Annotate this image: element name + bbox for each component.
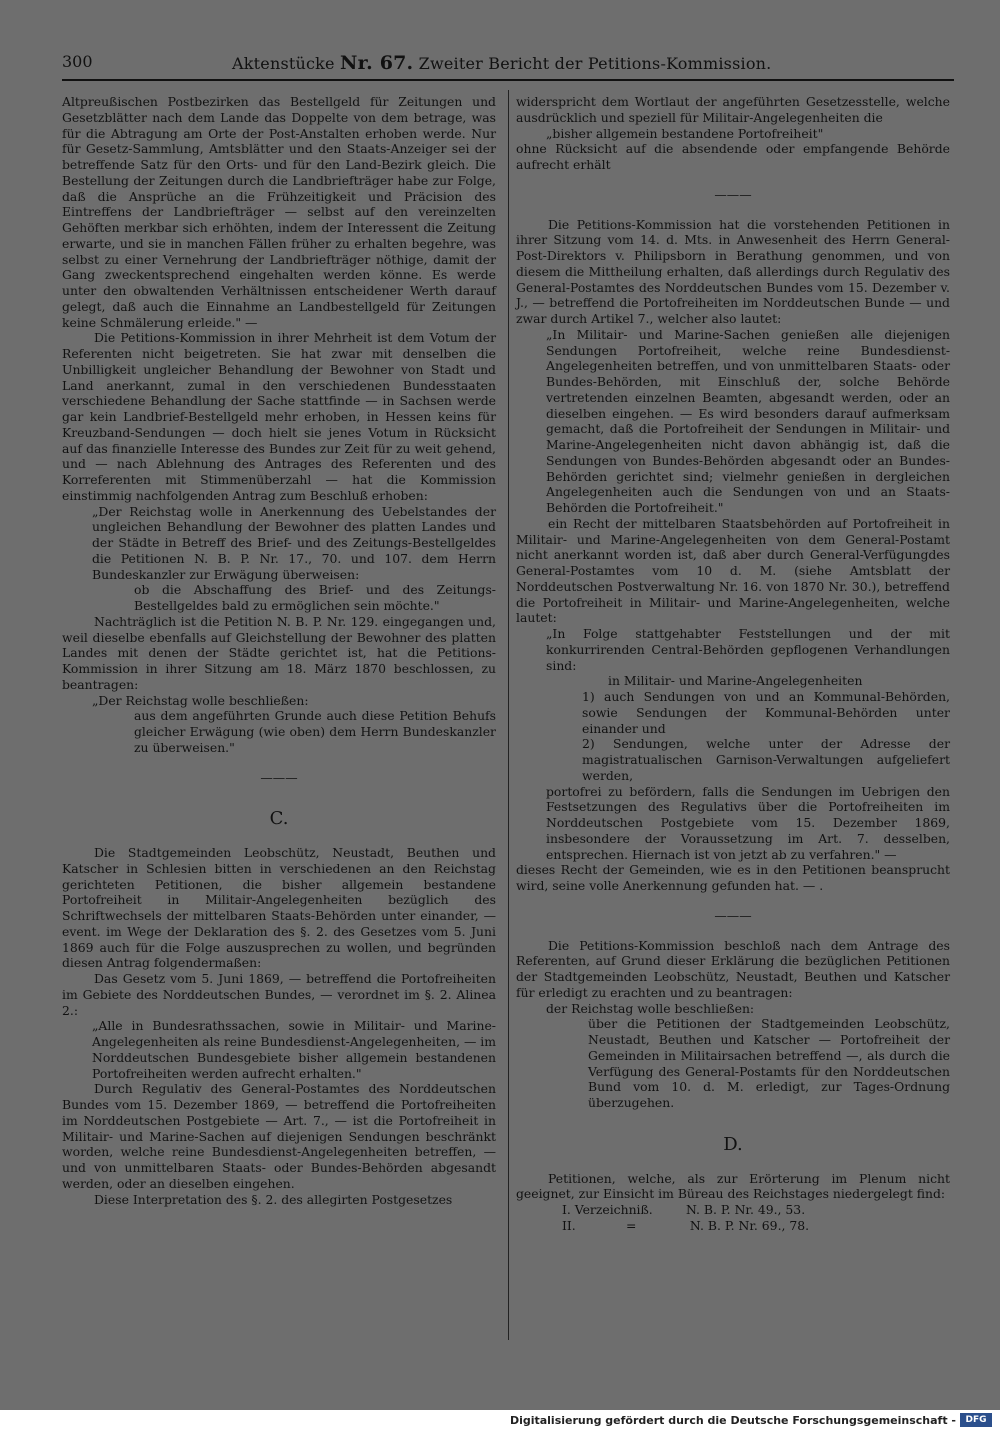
quote: in Militair- und Marine-Angelegenheiten <box>608 673 863 689</box>
list-label: II. <box>562 1217 576 1233</box>
paragraph: dieses Recht der Gemeinden, wie es in den Petitionen beansprucht wird, seine volle Anerkennung gefunden hat. — . <box>516 862 950 893</box>
paragraph: widerspricht dem Wortlaut der angeführten Gesetzesstelle, welche ausdrücklich und speziell für Militair-Angelegenheiten die <box>516 94 950 125</box>
list-value: N. B. P. Nr. 49., 53. <box>685 1202 806 1217</box>
quote: über die Petitionen der Stadtgemeinden Leobschütz, Neustadt, Beuthen und Katscher — Portofreiheit der Gemeinden in Militairsachen betreffend —, als durch die Verfügung des General-Postamts für den Norddeutschen Bund vom 10. d. M. erledigt, zur Tages-Ordnung überzugehen. <box>588 1016 950 1110</box>
paragraph: Die Petitions-Kommission hat die vorstehenden Petitionen in ihrer Sitzung vom 14. d. Mts. in Anwesenheit des Herrn General-Post-Direktors v. Philipsborn in Berathung genommen, und von diesem die Mittheilung erhalten, daß allerdings durch Regulativ des General-Postamtes des Norddeutschen Bundes vom 15. Dezember v. J., — betreffend die Portofreiheiten im Norddeutschen Bunde — und zwar durch Artikel 7., welcher also lautet: <box>516 216 950 326</box>
header-rule <box>62 79 954 81</box>
quote: portofrei zu befördern, falls die Sendungen im Uebrigen den Festsetzungen des Regulativs über die Portofreiheiten im Norddeutschen Postgebiete vom 15. Dezember 1869, insbesondere der Voraussetzung im Art. 7. desselben, entsprechen. Hiernach ist von jetzt ab zu verfahren." — <box>546 783 950 862</box>
quote: „Der Reichstag wolle in Anerkennung des Uebelstandes der ungleichen Behandlung der Bewohner des platten Landes und der Städte in Betreff des Brief- und des Zeitungs-Bestellgeldes die Petitionen N. B. P. Nr. 17., 70. und 107. dem Herrn Bundeskanzler zur Erwägung überweisen: <box>92 503 496 582</box>
dfg-logo: DFG <box>960 1413 992 1427</box>
quote: „In Folge stattgehabter Feststellungen und der mit konkurrirenden Central-Behörden gepflogenen Verhandlungen sind: <box>546 626 950 673</box>
separator: ——— <box>714 907 752 923</box>
paragraph: Das Gesetz vom 5. Juni 1869, — betreffend die Portofreiheiten im Gebiete des Norddeutschen Bundes, — verordnet im §. 2. Alinea 2.: <box>62 971 496 1018</box>
title-prefix: Aktenstücke <box>232 54 335 73</box>
section-heading-c: C. <box>269 808 289 830</box>
column-divider <box>508 90 509 1340</box>
separator: ——— <box>714 186 752 202</box>
running-title <box>232 52 771 74</box>
list-label: I. Verzeichniß. <box>562 1202 653 1217</box>
paragraph: Die Stadtgemeinden Leobschütz, Neustadt, Beuthen und Katscher in Schlesien bitten in verschiedenen an den Reichstag gerichteten Petitionen, die bisher allgemein bestandene Portofreiheit in Militair-Angelegenheiten bezüglich des Schriftwechsels der mittelbaren Staats-Behörden unter einander, — event. im Wege der Deklaration des §. 2. des Gesetzes vom 5. Juni 1869 auch für die Folge auszusprechen zu wollen, und begründen diesen Antrag folgendermaßen: <box>62 845 496 971</box>
separator: ——— <box>260 769 298 785</box>
quote: aus dem angeführten Grunde auch diese Petition Behufs gleicher Erwägung (wie oben) dem Herrn Bundeskanzler zu überweisen." <box>134 708 496 755</box>
ditto-mark: = <box>625 1217 637 1233</box>
right-column <box>516 94 950 1234</box>
list-item: 1) auch Sendungen von und an Kommunal-Behörden, sowie Sendungen der Kommunal-Behörden unter einander und <box>582 689 950 736</box>
page-number: 300 <box>62 52 93 71</box>
list-value: N. B. P. Nr. 69., 78. <box>689 1217 810 1233</box>
quote: „Der Reichstag wolle beschließen: <box>92 692 309 708</box>
quote: „Alle in Bundesrathssachen, sowie in Militair- und Marine-Angelegenheiten als reine Bundesdienst-Angelegenheiten, — im Norddeutschen Bundesgebiete bisher allgemein bestandenen Portofreiheiten werden aufrecht erhalten." <box>92 1018 496 1081</box>
paragraph: Nachträglich ist die Petition N. B. P. Nr. 129. eingegangen und, weil dieselbe ebenfalls auf Gleichstellung der Bewohner des platten Landes mit denen der Städte gerichtet ist, hat die Petitions-Kommission in ihrer Sitzung am 18. März 1870 beschlossen, zu beantragen: <box>62 613 496 692</box>
paragraph: ohne Rücksicht auf die absendende oder empfangende Behörde aufrecht erhält <box>516 141 950 172</box>
section-heading-d: D. <box>723 1133 743 1155</box>
title-suffix: Zweiter Bericht der Petitions-Kommission. <box>418 54 772 73</box>
list-item <box>516 1218 950 1234</box>
paragraph: Diese Interpretation des §. 2. des allegirten Postgesetzes <box>94 1191 453 1207</box>
list-item <box>516 1202 950 1218</box>
page-header <box>62 50 952 76</box>
paragraph: Petitionen, welche, als zur Erörterung im Plenum nicht geeignet, zur Einsicht im Büreau des Reichstages niedergelegt find: <box>516 1170 950 1202</box>
quote: ob die Abschaffung des Brief- und des Zeitungs-Bestellgeldes bald zu ermöglichen sein möchte." <box>134 582 496 613</box>
footer <box>0 1410 1000 1432</box>
quote: „In Militair- und Marine-Sachen genießen alle diejenigen Sendungen Portofreiheit, welche reine Bundesdienst-Angelegenheiten betreffen, und von unmittelbaren Staats- oder Bundes-Behörden, mit Einschluß der, solche Behörde vertretenden einzelnen Beamten, abgesandt werden, oder an dieselben eingehen. — Es wird besonders darauf aufmerksam gemacht, daß die Portofreiheit der Sendungen in Militair- und Marine-Angelegenheiten nicht davon abhängig ist, daß die Sendungen von Bundes-Behörden abgesandt oder an Bundes-Behörden gerichtet sind; vielmehr genießen in dergleichen Angelegenheiten auch die Sendungen von und an Staats-Behörden die Portofreiheit." <box>546 326 950 515</box>
paragraph: Die Petitions-Kommission in ihrer Mehrheit ist dem Votum der Referenten nicht beigetreten. Sie hat zwar mit denselben die Unbilligkeit ungleicher Behandlung der Bewohner von Stadt und Land anerkannt, zumal in den verschiedenen Bundesstaaten verschiedene Behandlung der Sache stattfinde — in Sachsen werde gar kein Landbrief-Bestellgeld mehr erhoben, in Hessen keins für Kreuzband-Sendungen — doch hielt sie jenes Votum in Rücksicht auf das finanzielle Interesse des Bundes zur Zeit für zu weit gehend, und — nach Ablehnung des Antrages des Referenten und des Korreferenten mit Stimmenüberzahl — hat die Kommission einstimmig nachfolgenden Antrag zum Beschluß erhoben: <box>62 330 496 503</box>
title-number: Nr. 67. <box>340 52 414 74</box>
quote: der Reichstag wolle beschließen: <box>546 1000 755 1016</box>
list-item: 2) Sendungen, welche unter der Adresse der magistratualischen Garnison-Verwaltungen aufgeliefert werden, <box>582 736 950 783</box>
footer-text: Digitalisierung gefördert durch die Deutsche Forschungsgemeinschaft - <box>509 1414 956 1427</box>
paragraph: Die Petitions-Kommission beschloß nach dem Antrage des Referenten, auf Grund dieser Erklärung die bezüglichen Petitionen der Stadtgemeinden Leobschütz, Neustadt, Beuthen und Katscher für erledigt zu erachten und zu beantragen: <box>516 937 950 1000</box>
paragraph: Altpreußischen Postbezirken das Bestellgeld für Zeitungen und Gesetzblätter nach dem Lande das Doppelte von dem betrage, was für die Abtragung am Orte der Post-Anstalten erhoben werde. Nur für Gesetz-Sammlung, Amtsblätter und den Staats-Anzeiger sei der betreffende Satz für den Orts- und für den Land-Bezirk gleich. Die Bestellung der Zeitungen durch die Landbriefträger habe zur Folge, daß die Ansprüche an die Frühzeitigkeit und Präcision des Eintreffens der Landbriefträger — selbst auf den vereinzelten Gehöften merkbar sich erhöhten, indem der Interessent die Zeitung erwarte, und sie in manchen Fällen früher zu erhalten begehre, was selbst zu einer Vernehrung der Landbriefträger nöthige, damit der Gang zweckentsprechend eingehalten werden könne. Es werde unter den obwaltenden Verhältnissen entscheidener Werth darauf gelegt, daß auch die Einnahme an Landbestellgeld für Zeitungen keine Schmälerung erleide." — <box>62 94 496 330</box>
paragraph: Durch Regulativ des General-Postamtes des Norddeutschen Bundes vom 15. Dezember 1869, — betreffend die Portofreiheiten im Norddeutschen Postgebiete — Art. 7., — ist die Portofreiheit in Militair- und Marine-Sachen auf diejenigen Sendungen beschränkt worden, welche reine Bundesdienst-Angelegenheiten betreffen, — und von unmittelbaren Staats- oder Bundes-Behörden abgesandt werden, oder an dieselben eingehen. <box>62 1081 496 1191</box>
left-column <box>62 94 496 1207</box>
quote: „bisher allgemein bestandene Portofreiheit" <box>546 125 824 141</box>
paragraph: ein Recht der mittelbaren Staatsbehörden auf Portofreiheit in Militair- und Marine-Angelegenheiten von dem General-Postamt nicht anerkannt worden ist, daß aber durch General-Verfügungdes General-Postamtes vom 10 d. M. (siehe Amtsblatt der Norddeutschen Postverwaltung Nr. 16. von 1870 Nr. 30.), betreffend die Portofreiheit in Militair- und Marine-Angelegenheiten, welche lautet: <box>516 515 950 626</box>
